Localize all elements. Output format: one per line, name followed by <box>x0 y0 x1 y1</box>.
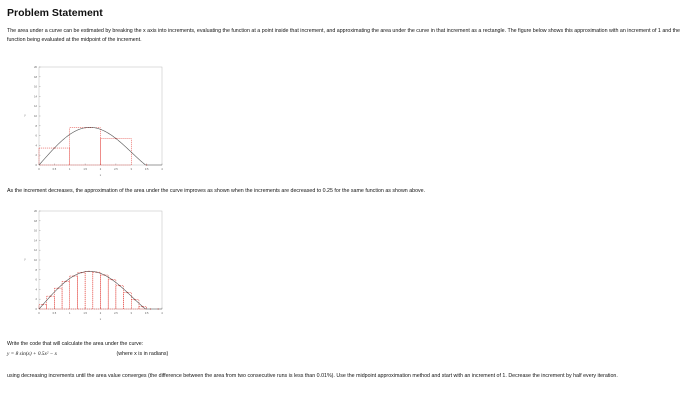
y-tick-label: 6 <box>35 134 37 138</box>
x-tick-label: 0.5 <box>52 168 57 171</box>
intro-paragraph: The area under a curve can be estimated by breaking the x axis into increments, evaluating the function at a point inside that increment, and approximating the area under the curve in that increment as a rectangle. The figure below shows this approximation with an increment of 1 and the function being evaluated at the midpoint of the increment. <box>7 28 680 43</box>
y-tick-label: 0 <box>35 164 37 167</box>
y-tick-label: 14 <box>34 95 37 99</box>
x-tick-label: 1.5 <box>83 312 87 315</box>
page-title: Problem Statement <box>7 7 103 19</box>
chart-increment-0.25 <box>17 207 167 322</box>
y-axis-label: y <box>24 113 26 117</box>
y-tick-label: 14 <box>34 239 37 243</box>
x-tick-label: 0 <box>38 312 40 315</box>
y-tick-label: 4 <box>35 144 37 148</box>
y-tick-label: 2 <box>35 154 37 158</box>
y-tick-label: 10 <box>34 115 37 118</box>
y-tick-label: 0 <box>35 308 37 311</box>
y-tick-label: 8 <box>35 124 37 128</box>
x-tick-label: 1 <box>69 312 71 315</box>
x-tick-label: 0 <box>38 168 40 171</box>
y-axis-label: y <box>24 257 26 261</box>
x-tick-label: 3 <box>130 312 132 315</box>
x-tick-label: 1 <box>69 168 71 171</box>
y-tick-label: 16 <box>34 229 37 233</box>
equation-note: (where x is in radians) <box>116 351 169 357</box>
y-tick-label: 4 <box>35 288 37 292</box>
x-tick-label: 2.5 <box>114 168 118 171</box>
y-tick-label: 8 <box>35 268 37 272</box>
x-tick-label: 2 <box>99 168 102 171</box>
x-tick-label: 3 <box>130 168 132 171</box>
x-axis-label: x <box>99 317 102 321</box>
y-tick-label: 12 <box>34 249 37 253</box>
x-tick-label: 1.5 <box>83 168 87 171</box>
y-tick-label: 6 <box>35 278 37 282</box>
increment-paragraph: As the increment decreases, the approximation of the area under the curve improves as shown when the increments are decreased to 0.25 for the same function as shown above. <box>7 188 426 194</box>
instructions-paragraph: using decreasing increments until the area value converges (the difference between the area from two consecutive runs is less than 0.01%). Use the midpoint approximation method and start with an increment of 1. Decrease the increment by half every iteration. <box>7 373 618 379</box>
y-tick-label: 10 <box>34 259 37 262</box>
x-tick-label: 3.5 <box>144 312 149 315</box>
x-tick-label: 2 <box>99 312 102 315</box>
chart-increment-1 <box>17 63 167 178</box>
y-tick-label: 16 <box>34 85 37 89</box>
y-tick-label: 18 <box>34 219 37 223</box>
x-tick-label: 2.5 <box>114 312 118 315</box>
equation-formula: y = 8 sin(x) + 0.5x² − x <box>7 351 57 357</box>
equation-line <box>7 350 687 359</box>
y-tick-label: 2 <box>35 298 37 302</box>
task-paragraph: Write the code that will calculate the area under the curve: <box>7 341 144 347</box>
x-tick-label: 4 <box>161 312 163 315</box>
y-tick-label: 20 <box>34 66 37 69</box>
x-tick-label: 0.5 <box>52 312 57 315</box>
problem-page <box>7 6 687 379</box>
x-axis-label: x <box>99 173 102 177</box>
x-tick-label: 4 <box>161 168 163 171</box>
y-tick-label: 12 <box>34 105 37 109</box>
y-tick-label: 18 <box>34 75 37 79</box>
x-tick-label: 3.5 <box>144 168 149 171</box>
y-tick-label: 20 <box>34 210 37 213</box>
